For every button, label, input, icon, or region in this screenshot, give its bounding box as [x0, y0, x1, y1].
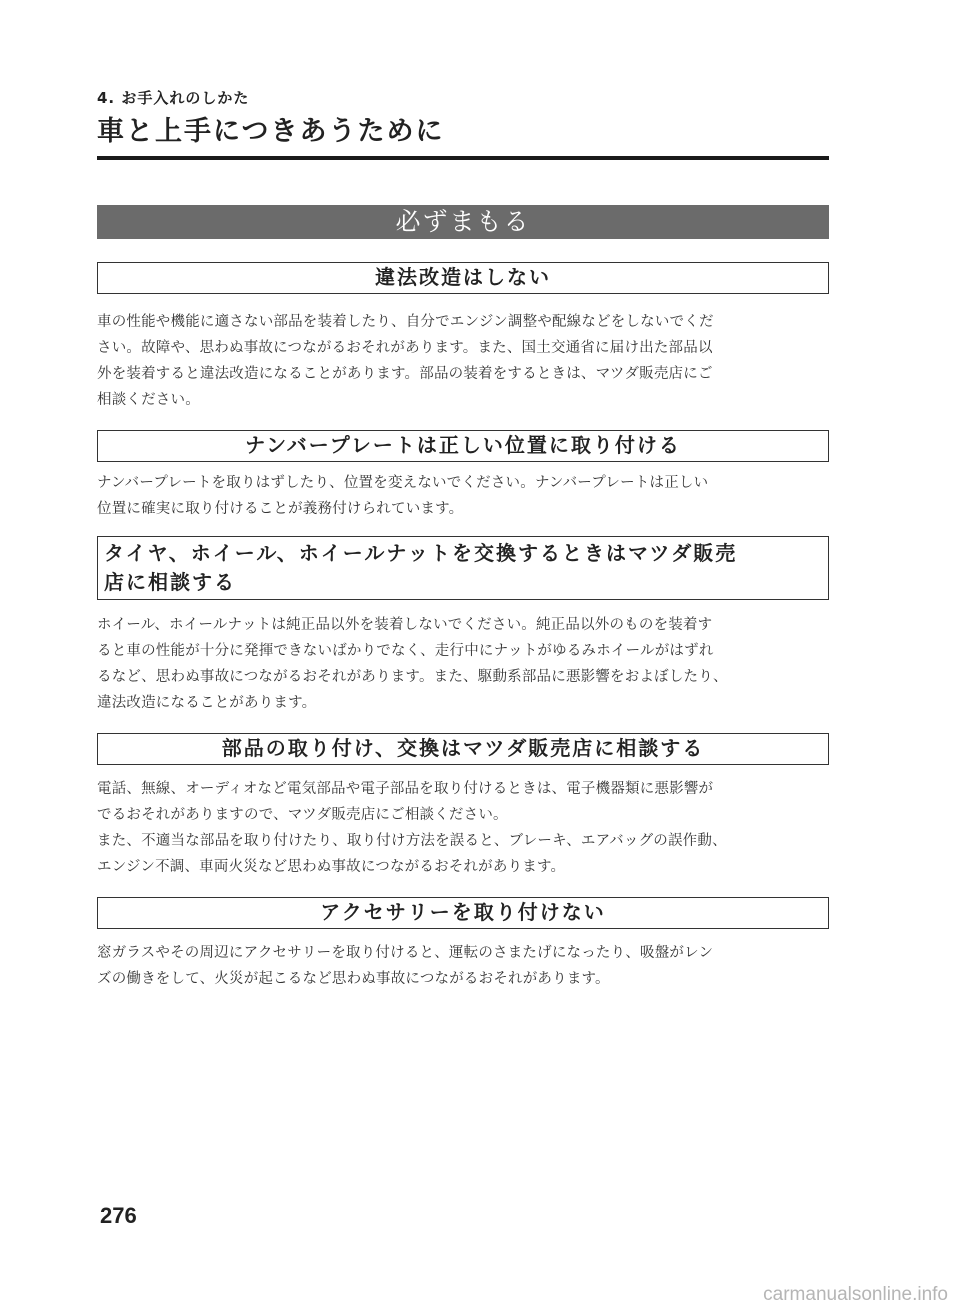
section-body-tire-wheel: ホイール、ホイールナットは純正品以外を装着しないでください。純正品以外のものを装着す ると車の性能が十分に発揮できないばかりでなく、走行中にナットがゆるみホイールがはずれ るなど、思わぬ事故につながるおそれがあります。また、駆動系部品に悪影響をおよぼしたり、 違法改造になることがあります。	[97, 617, 728, 711]
section-body-accessories: 窓ガラスやその周辺にアクセサリーを取り付けると、運転のさまたげになったり、吸盤がレン ズの働きをして、火災が起こるなど思わぬ事故につながるおそれがあります。	[97, 945, 714, 987]
chapter-label: 4. お手入れのしかた	[97, 89, 250, 107]
page-title: 車と上手につきあうために	[97, 116, 445, 147]
section-title-illegal-modification: 違法改造はしない	[97, 262, 829, 294]
section-title-license-plate: ナンバープレートは正しい位置に取り付ける	[97, 430, 829, 462]
section-body-parts-installation: 電話、無線、オーディオなど電気部品や電子部品を取り付けるときは、電子機器類に悪影響が でるおそれがありますので、マツダ販売店にご相談ください。 また、不適当な部品を取り付けたり、取り付け方法を誤ると、ブレーキ、エアバッグの誤作動、 エンジン不調、車両火災など思わぬ事故につながるおそれがあります。	[97, 781, 727, 875]
section-title-tire-wheel-text: タイヤ、ホイール、ホイールナットを交換するときはマツダ販売 店に相談する	[104, 541, 738, 594]
must-follow-banner: 必ずまもる	[97, 205, 829, 239]
section-body-license-plate: ナンバープレートを取りはずしたり、位置を変えないでください。ナンバープレートは正しい 位置に確実に取り付けることが義務付けられています。	[97, 475, 709, 517]
page-number: 276	[100, 1203, 137, 1228]
section-title-tire-wheel	[97, 536, 829, 600]
heading-rule	[97, 156, 829, 160]
section-title-parts-installation: 部品の取り付け、交換はマツダ販売店に相談する	[97, 733, 829, 765]
page-content	[97, 86, 829, 992]
section-title-accessories: アクセサリーを取り付けない	[97, 897, 829, 929]
section-body-illegal-modification: 車の性能や機能に適さない部品を装着したり、自分でエンジン調整や配線などをしないでくだ さい。故障や、思わぬ事故につながるおそれがあります。また、国土交通省に届け出た部品以 外を装着すると違法改造になることがあります。部品の装着をするときは、マツダ販売店にご 相談ください。	[97, 314, 714, 408]
watermark: carmanualsonline.info	[763, 1284, 948, 1305]
